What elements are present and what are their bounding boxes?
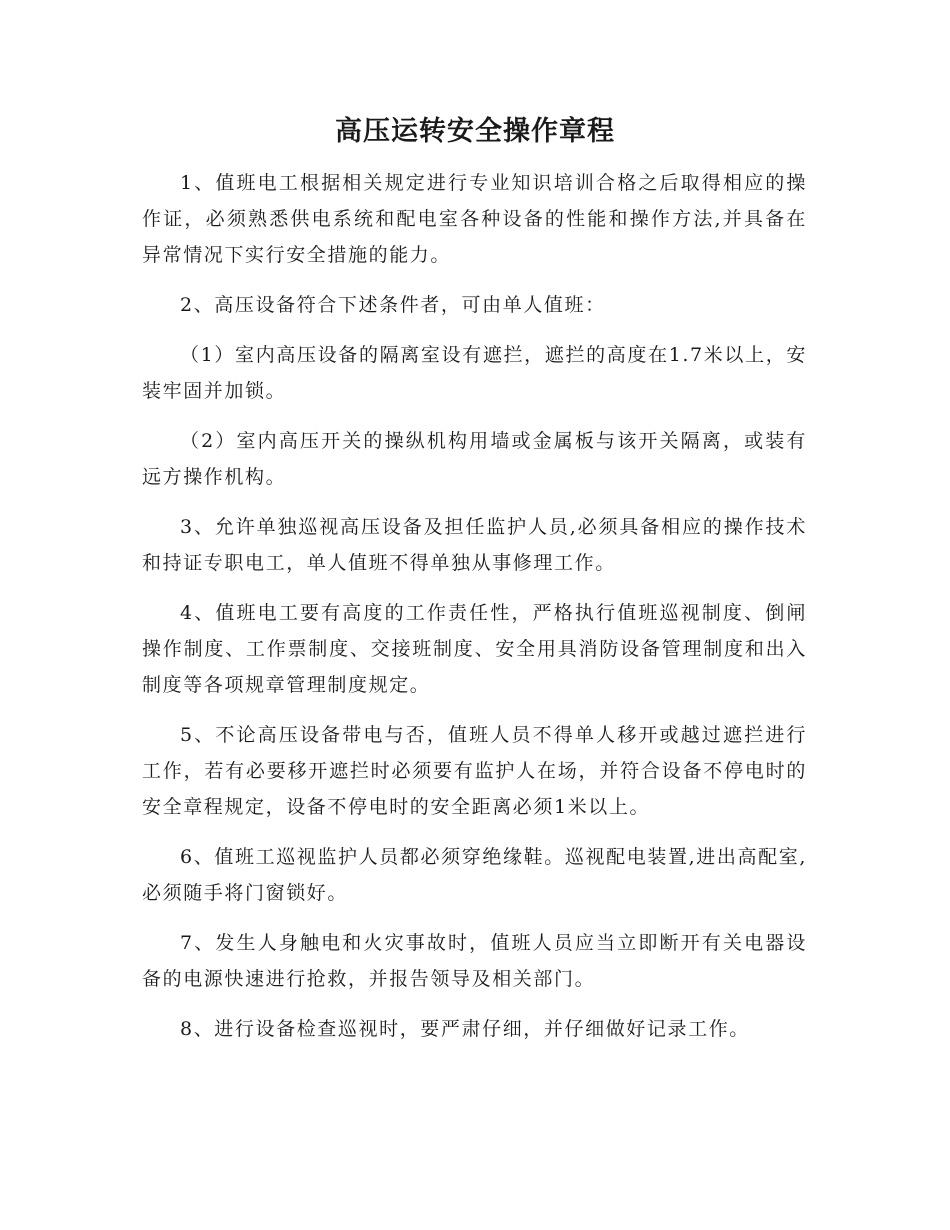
paragraph-4: 4、值班电工要有高度的工作责任性，严格执行值班巡视制度、倒闸操作制度、工作票制度、交接班制度、安全用具消防设备管理制度和出入制度等各项规章管理制度规定。 (142, 602, 807, 696)
paragraph-7: 7、发生人身触电和火灾事故时，值班人员应当立即断开有关电器设备的电源快速进行抢救，并报告领导及相关部门。 (142, 932, 807, 990)
document-title: 高压运转安全操作章程 (335, 116, 615, 147)
paragraph-6: 6、值班工巡视监护人员都必须穿绝缘鞋。巡视配电装置,进出高配室,必须随手将门窗锁好。 (142, 846, 807, 904)
document-body (142, 165, 807, 1061)
paragraph-2-item-2: （2）室内高压开关的操纵机构用墙或金属板与该开关隔离，或装有远方操作机构。 (142, 430, 807, 488)
paragraph-3: 3、允许单独巡视高压设备及担任监护人员,必须具备相应的操作技术和持证专职电工，单人值班不得单独从事修理工作。 (142, 516, 807, 574)
paragraph-2: 2、高压设备符合下述条件者，可由单人值班： (180, 294, 606, 316)
paragraph-1: 1、值班电工根据相关规定进行专业知识培训合格之后取得相应的操作证，必须熟悉供电系统和配电室各种设备的性能和操作方法,并具备在异常情况下实行安全措施的能力。 (142, 172, 807, 266)
paragraph-5: 5、不论高压设备带电与否，值班人员不得单人移开或越过遮拦进行工作，若有必要移开遮拦时必须要有监护人在场，并符合设备不停电时的安全章程规定，设备不停电时的安全距离必须1米以上。 (142, 724, 807, 818)
paragraph-8: 8、进行设备检查巡视时，要严肃仔细，并仔细做好记录工作。 (180, 1018, 750, 1040)
paragraph-2-item-1: （1）室内高压设备的隔离室设有遮拦，遮拦的高度在1.7米以上，安装牢固并加锁。 (142, 344, 807, 402)
